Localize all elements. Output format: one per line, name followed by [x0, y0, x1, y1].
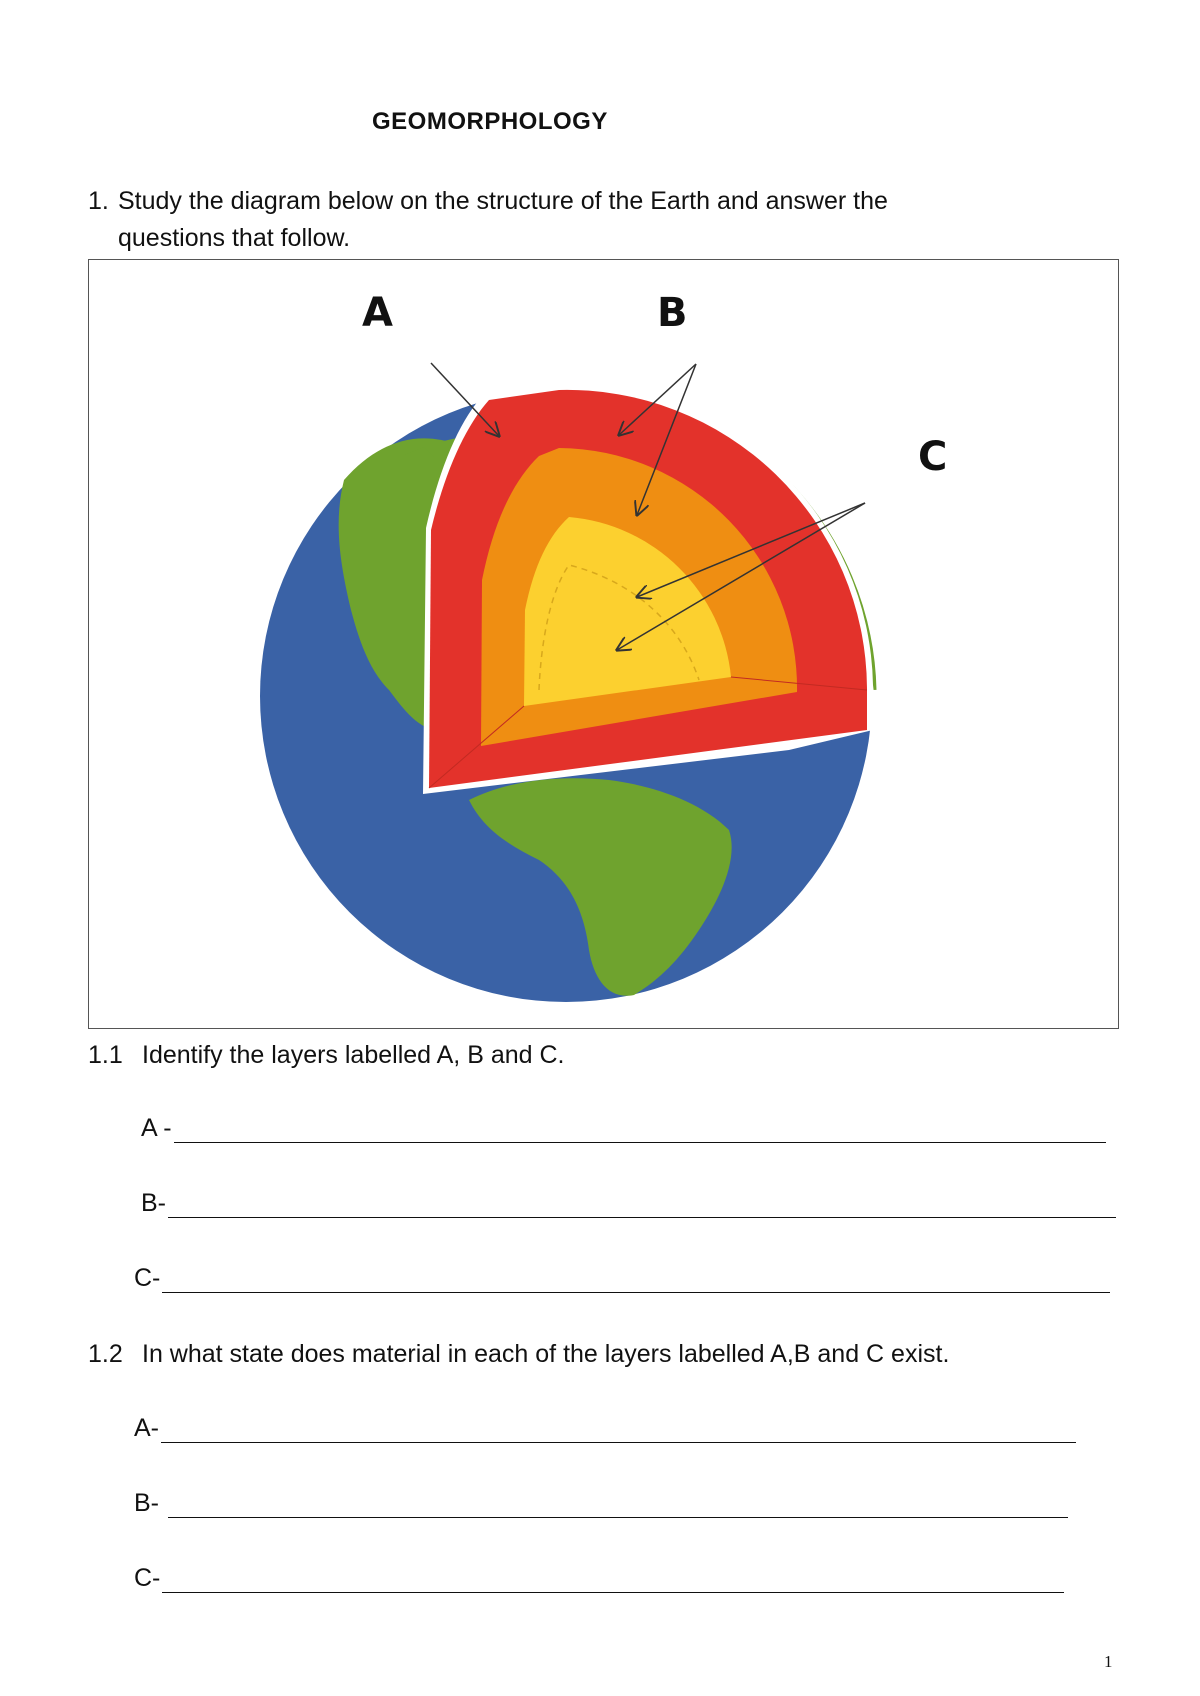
question-1 — [88, 183, 888, 257]
answer-line[interactable] — [162, 1268, 1110, 1293]
subquestion-number: 1.1 — [88, 1041, 123, 1069]
answer-label: B- — [134, 1489, 166, 1517]
answer-label: A - — [141, 1114, 172, 1142]
answer-1-2-a — [134, 1414, 1076, 1443]
answer-line[interactable] — [168, 1193, 1116, 1218]
answer-line[interactable] — [168, 1493, 1068, 1518]
earth-structure-diagram — [88, 259, 1119, 1029]
answer-1-2-c — [134, 1564, 1064, 1593]
page-number: 1 — [1104, 1652, 1113, 1671]
label-b: B — [657, 290, 688, 336]
subquestion-text: In what state does material in each of the layers labelled A,B and C exist. — [142, 1340, 950, 1368]
answer-line[interactable] — [162, 1568, 1064, 1593]
answer-label: C- — [134, 1564, 161, 1592]
answer-line[interactable] — [174, 1118, 1106, 1143]
answer-1-2-b — [134, 1489, 1068, 1518]
question-text-line2: questions that follow. — [118, 224, 351, 252]
answer-1-1-b — [141, 1189, 1116, 1218]
question-1-1 — [88, 1041, 564, 1070]
earth-cutaway-illustration — [89, 260, 1120, 1030]
answer-1-1-c — [134, 1264, 1110, 1293]
page-title: GEOMORPHOLOGY — [372, 108, 608, 135]
subquestion-number: 1.2 — [88, 1340, 123, 1368]
answer-1-1-a — [141, 1114, 1106, 1143]
answer-label: C- — [134, 1264, 161, 1292]
subquestion-text: Identify the layers labelled A, B and C. — [142, 1041, 565, 1069]
answer-label: B- — [141, 1189, 166, 1217]
label-c: C — [918, 434, 948, 480]
answer-label: A- — [134, 1414, 159, 1442]
answer-line[interactable] — [161, 1418, 1076, 1443]
question-text-line1: Study the diagram below on the structure of the Earth and answer the — [118, 187, 888, 215]
question-1-2 — [88, 1340, 949, 1369]
question-number: 1. — [88, 187, 109, 215]
label-a: A — [362, 290, 393, 336]
